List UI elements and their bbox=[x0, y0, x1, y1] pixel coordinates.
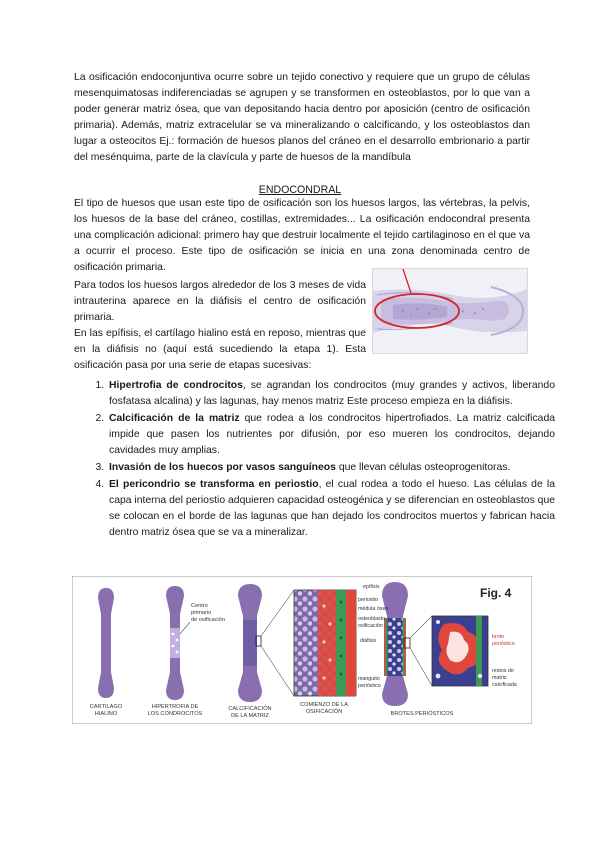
label-centro-2: primario bbox=[191, 610, 212, 616]
ossification-steps-list bbox=[82, 378, 555, 542]
label-restos-1: restos de bbox=[492, 668, 514, 674]
paragraph-long-bones: Para todos los huesos largos alrededor de los 3 meses de vida intrauterina aparece en la diáfisis el centro de osificación primaria. bbox=[74, 280, 366, 323]
label-diafisis: diáfisis bbox=[360, 638, 377, 644]
caption-1a: CARTILAGO bbox=[89, 704, 123, 710]
step-text: , se agrandan los condrocitos (muy grandes y activos, liberando fosfatasa alcalina) y las lagunas, hay menos matriz Este proceso empieza en la diáfisis. bbox=[109, 380, 555, 407]
caption-1b: HIALINO bbox=[94, 711, 118, 717]
caption-4b: OSIFICACIÓN bbox=[305, 709, 343, 715]
caption-5: BROTES PERIÓSTICOS bbox=[390, 711, 454, 717]
figure-drawing bbox=[72, 576, 532, 724]
step-item bbox=[107, 477, 555, 541]
section-heading: ENDOCONDRAL bbox=[258, 184, 342, 196]
step-text: , el cual rodea a todo el hueso. Las células de la capa interna del periostio adquieren capacidad osteogénica y se diferencian en osteoblastos que se colocan en el borde de las lagunas que han dejado los condrocitos muertos y fabrican hacia dentro matriz ósea que se va a mineralizar. bbox=[109, 479, 555, 538]
paragraph-epiphysis: En las epífisis, el cartílago hialino está en reposo, mientras que en la diáfisis no (aquí está sucediendo la etapa 1). Esta osificación pasa por una serie de etapas sucesivas: bbox=[74, 328, 366, 371]
micrograph-drawing bbox=[373, 269, 527, 353]
caption-3a: CALCIFICACIÓN bbox=[228, 706, 272, 712]
label-centro-3: de osificación bbox=[191, 617, 225, 623]
label-medula: médula ósea bbox=[358, 606, 389, 612]
label-brote-2: perióstico bbox=[492, 641, 515, 647]
caption-3b: DE LA MATRIZ bbox=[231, 713, 269, 719]
label-periostio: periostio bbox=[358, 597, 379, 603]
step-title: Invasión de los huecos por vasos sanguíneos bbox=[109, 462, 336, 473]
step-item bbox=[107, 378, 555, 410]
micrograph-image bbox=[372, 268, 528, 354]
caption-2b: LOS CONDROCITOS bbox=[147, 711, 203, 717]
caption-4a: COMIENZO DE LA bbox=[300, 702, 348, 708]
label-manguito-1: manguito bbox=[358, 676, 380, 682]
step-title: Hipertrofia de condrocitos bbox=[109, 380, 243, 391]
label-restos-3: calcificada bbox=[492, 682, 517, 688]
label-restos-2: matriz bbox=[492, 675, 507, 681]
label-brote-1: brote bbox=[492, 634, 505, 640]
step-item bbox=[107, 411, 555, 459]
caption-2a: HIPERTROFIA DE bbox=[151, 704, 199, 710]
intro-paragraph: La osificación endoconjuntiva ocurre sobre un tejido conectivo y requiere que un grupo de células mesenquimatosas indiferenciadas se agrupen y se transformen en osteoblastos, por lo que van a poder generar matriz ósea, que van depositando hacia dentro por aposición (centro de osificación primaria). Además, matriz extracelular se va mineralizando o calcificando, y los osteoblastos dan lugar a osteocitos Ej.: formación de huesos planos del cráneo en el desarrollo embrionario a partir del mesénquima, parte de la clavícula y parte de huesos de la mandíbula bbox=[74, 72, 530, 163]
label-manguito-2: perióstico bbox=[358, 683, 381, 689]
label-osteoblasto-1: osteoblasto bbox=[358, 616, 386, 622]
paragraph-bone-types: El tipo de huesos que usan este tipo de osificación son los huesos largos, las vértebras, la pelvis, los huesos de la base del cráneo, costillas, extremidades... La osificación endocondral presenta una complicación adicional: primero hay que destruir localmente el tejido cartilaginoso en el que va a ocurrir el proceso. Este tipo de osificación se inicia en una zona denominada centro de osificación primaria. bbox=[74, 198, 530, 273]
fig-label: Fig. 4 bbox=[480, 586, 512, 600]
step-title: El pericondrio se transforma en periostio bbox=[109, 479, 319, 490]
label-osteoblasto-2: osificación bbox=[358, 623, 383, 629]
label-centro-1: Centro bbox=[191, 603, 208, 609]
step-text: que llevan células osteoprogenitoras. bbox=[335, 462, 511, 473]
step-title: Calcificación de la matriz bbox=[109, 413, 240, 424]
figure-ossification-stages bbox=[72, 576, 532, 724]
label-epifisis: epífisis bbox=[363, 584, 380, 590]
step-item bbox=[107, 460, 555, 476]
step-text: que rodea a los condrocitos hipertrofiados. La matriz calcificada impide que pasen los nutrientes por difusión, por eso mueren los condrocitos, dejando cavidades muy amplias. bbox=[109, 413, 555, 456]
